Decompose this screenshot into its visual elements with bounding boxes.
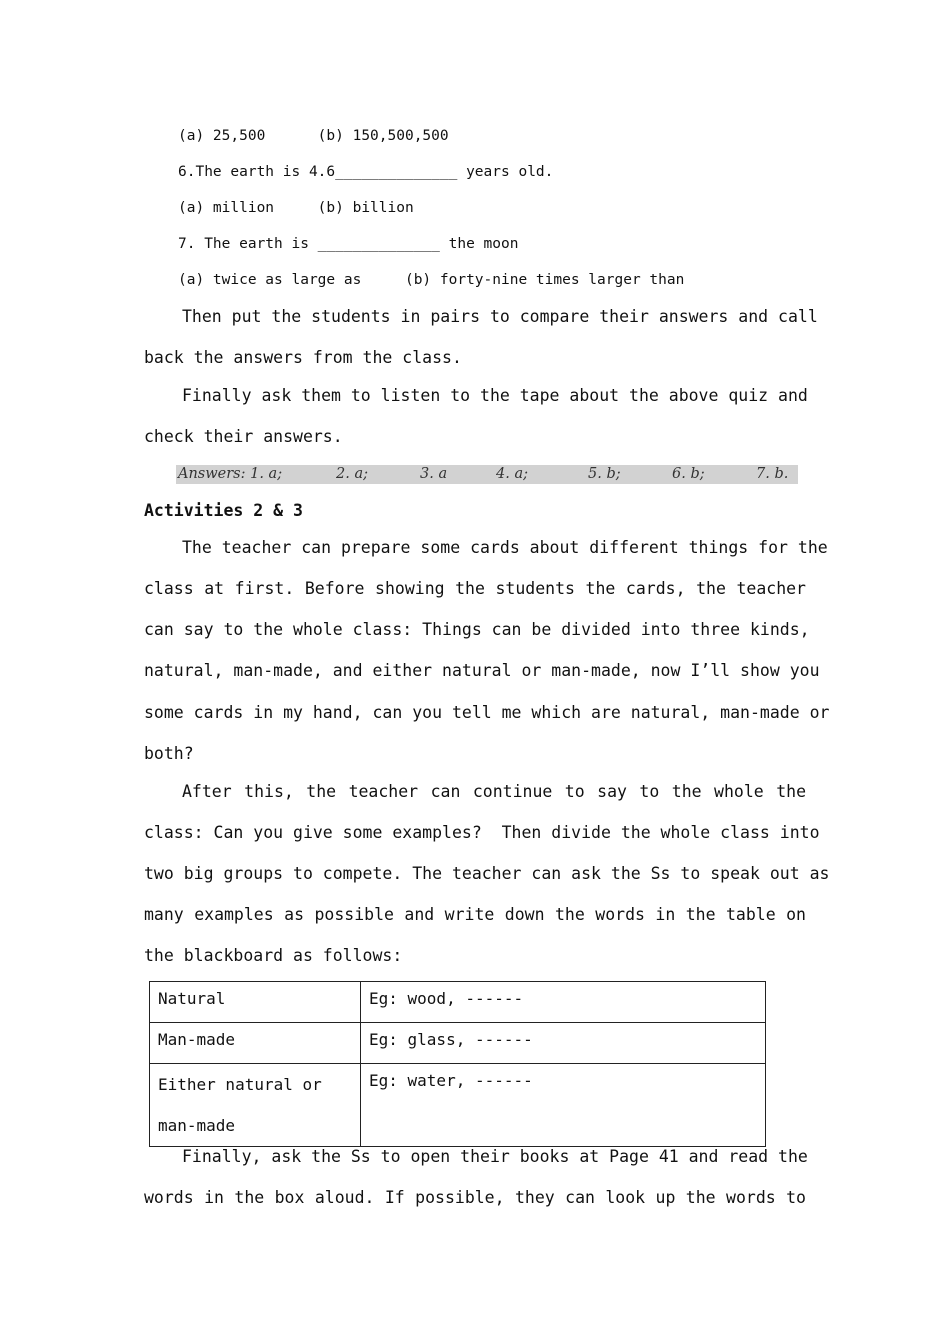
para-examples-line: After this, the teacher can continue to say to the whole the bbox=[182, 782, 806, 801]
para-pairs-line: back the answers from the class. bbox=[144, 348, 462, 367]
para-books-line: Finally, ask the Ss to open their books at Page 41 and read the bbox=[182, 1147, 808, 1166]
para-examples-line: many examples as possible and write down the words in the table on bbox=[144, 905, 806, 924]
table-cell-example: Eg: wood, ------ bbox=[361, 982, 766, 1023]
table-cell-category bbox=[150, 1064, 361, 1147]
table-cell-example: Eg: glass, ------ bbox=[361, 1023, 766, 1064]
table-row bbox=[150, 982, 766, 1023]
para-cards-line: class at first. Before showing the students the cards, the teacher bbox=[144, 579, 806, 598]
table-row bbox=[150, 1064, 766, 1147]
table-cell-category-line: Either natural or bbox=[158, 1075, 322, 1094]
para-listen-line: Finally ask them to listen to the tape about the above quiz and bbox=[182, 386, 808, 405]
answer-5: 5. b; bbox=[588, 466, 621, 482]
para-cards-line: both? bbox=[144, 744, 194, 763]
answer-2: 2. a; bbox=[336, 466, 368, 482]
para-listen-line: check their answers. bbox=[144, 427, 343, 446]
answer-4: 4. a; bbox=[496, 466, 528, 482]
para-examples-line: class: Can you give some examples? Then divide the whole class into bbox=[144, 823, 820, 842]
quiz-q7-options: (a) twice as large as (b) forty-nine times larger than bbox=[178, 272, 685, 288]
para-examples-line: the blackboard as follows: bbox=[144, 946, 403, 965]
table-row bbox=[150, 1023, 766, 1064]
quiz-q7-question: 7. The earth is ______________ the moon bbox=[178, 236, 519, 252]
para-books-line: words in the box aloud. If possible, they can look up the words to bbox=[144, 1188, 806, 1207]
answer-7: 7. b. bbox=[756, 466, 789, 482]
quiz-q6-options: (a) million (b) billion bbox=[178, 200, 414, 216]
answers-bar bbox=[176, 465, 798, 484]
answer-3: 3. a bbox=[420, 466, 448, 482]
para-pairs-line: Then put the students in pairs to compare their answers and call bbox=[182, 307, 818, 326]
table-cell-example: Eg: water, ------ bbox=[361, 1064, 766, 1147]
section-heading: Activities 2 & 3 bbox=[144, 501, 303, 520]
quiz-q5-options: (a) 25,500 (b) 150,500,500 bbox=[178, 128, 449, 144]
table-cell-category-line: man-made bbox=[158, 1116, 236, 1135]
para-examples-line: two big groups to compete. The teacher can ask the Ss to speak out as bbox=[144, 864, 830, 883]
table-cell-category: Natural bbox=[150, 982, 361, 1023]
para-cards-line: some cards in my hand, can you tell me which are natural, man-made or bbox=[144, 703, 830, 722]
para-cards-line: can say to the whole class: Things can be divided into three kinds, bbox=[144, 620, 810, 639]
para-cards-line: The teacher can prepare some cards about different things for the bbox=[182, 538, 828, 557]
quiz-q6-question: 6.The earth is 4.6______________ years old. bbox=[178, 164, 554, 180]
examples-table bbox=[149, 981, 766, 1147]
para-cards-line: natural, man-made, and either natural or man-made, now I’ll show you bbox=[144, 661, 820, 680]
answer-6: 6. b; bbox=[672, 466, 705, 482]
answers-label: Answers: 1. a; bbox=[178, 466, 283, 482]
table-cell-category: Man-made bbox=[150, 1023, 361, 1064]
